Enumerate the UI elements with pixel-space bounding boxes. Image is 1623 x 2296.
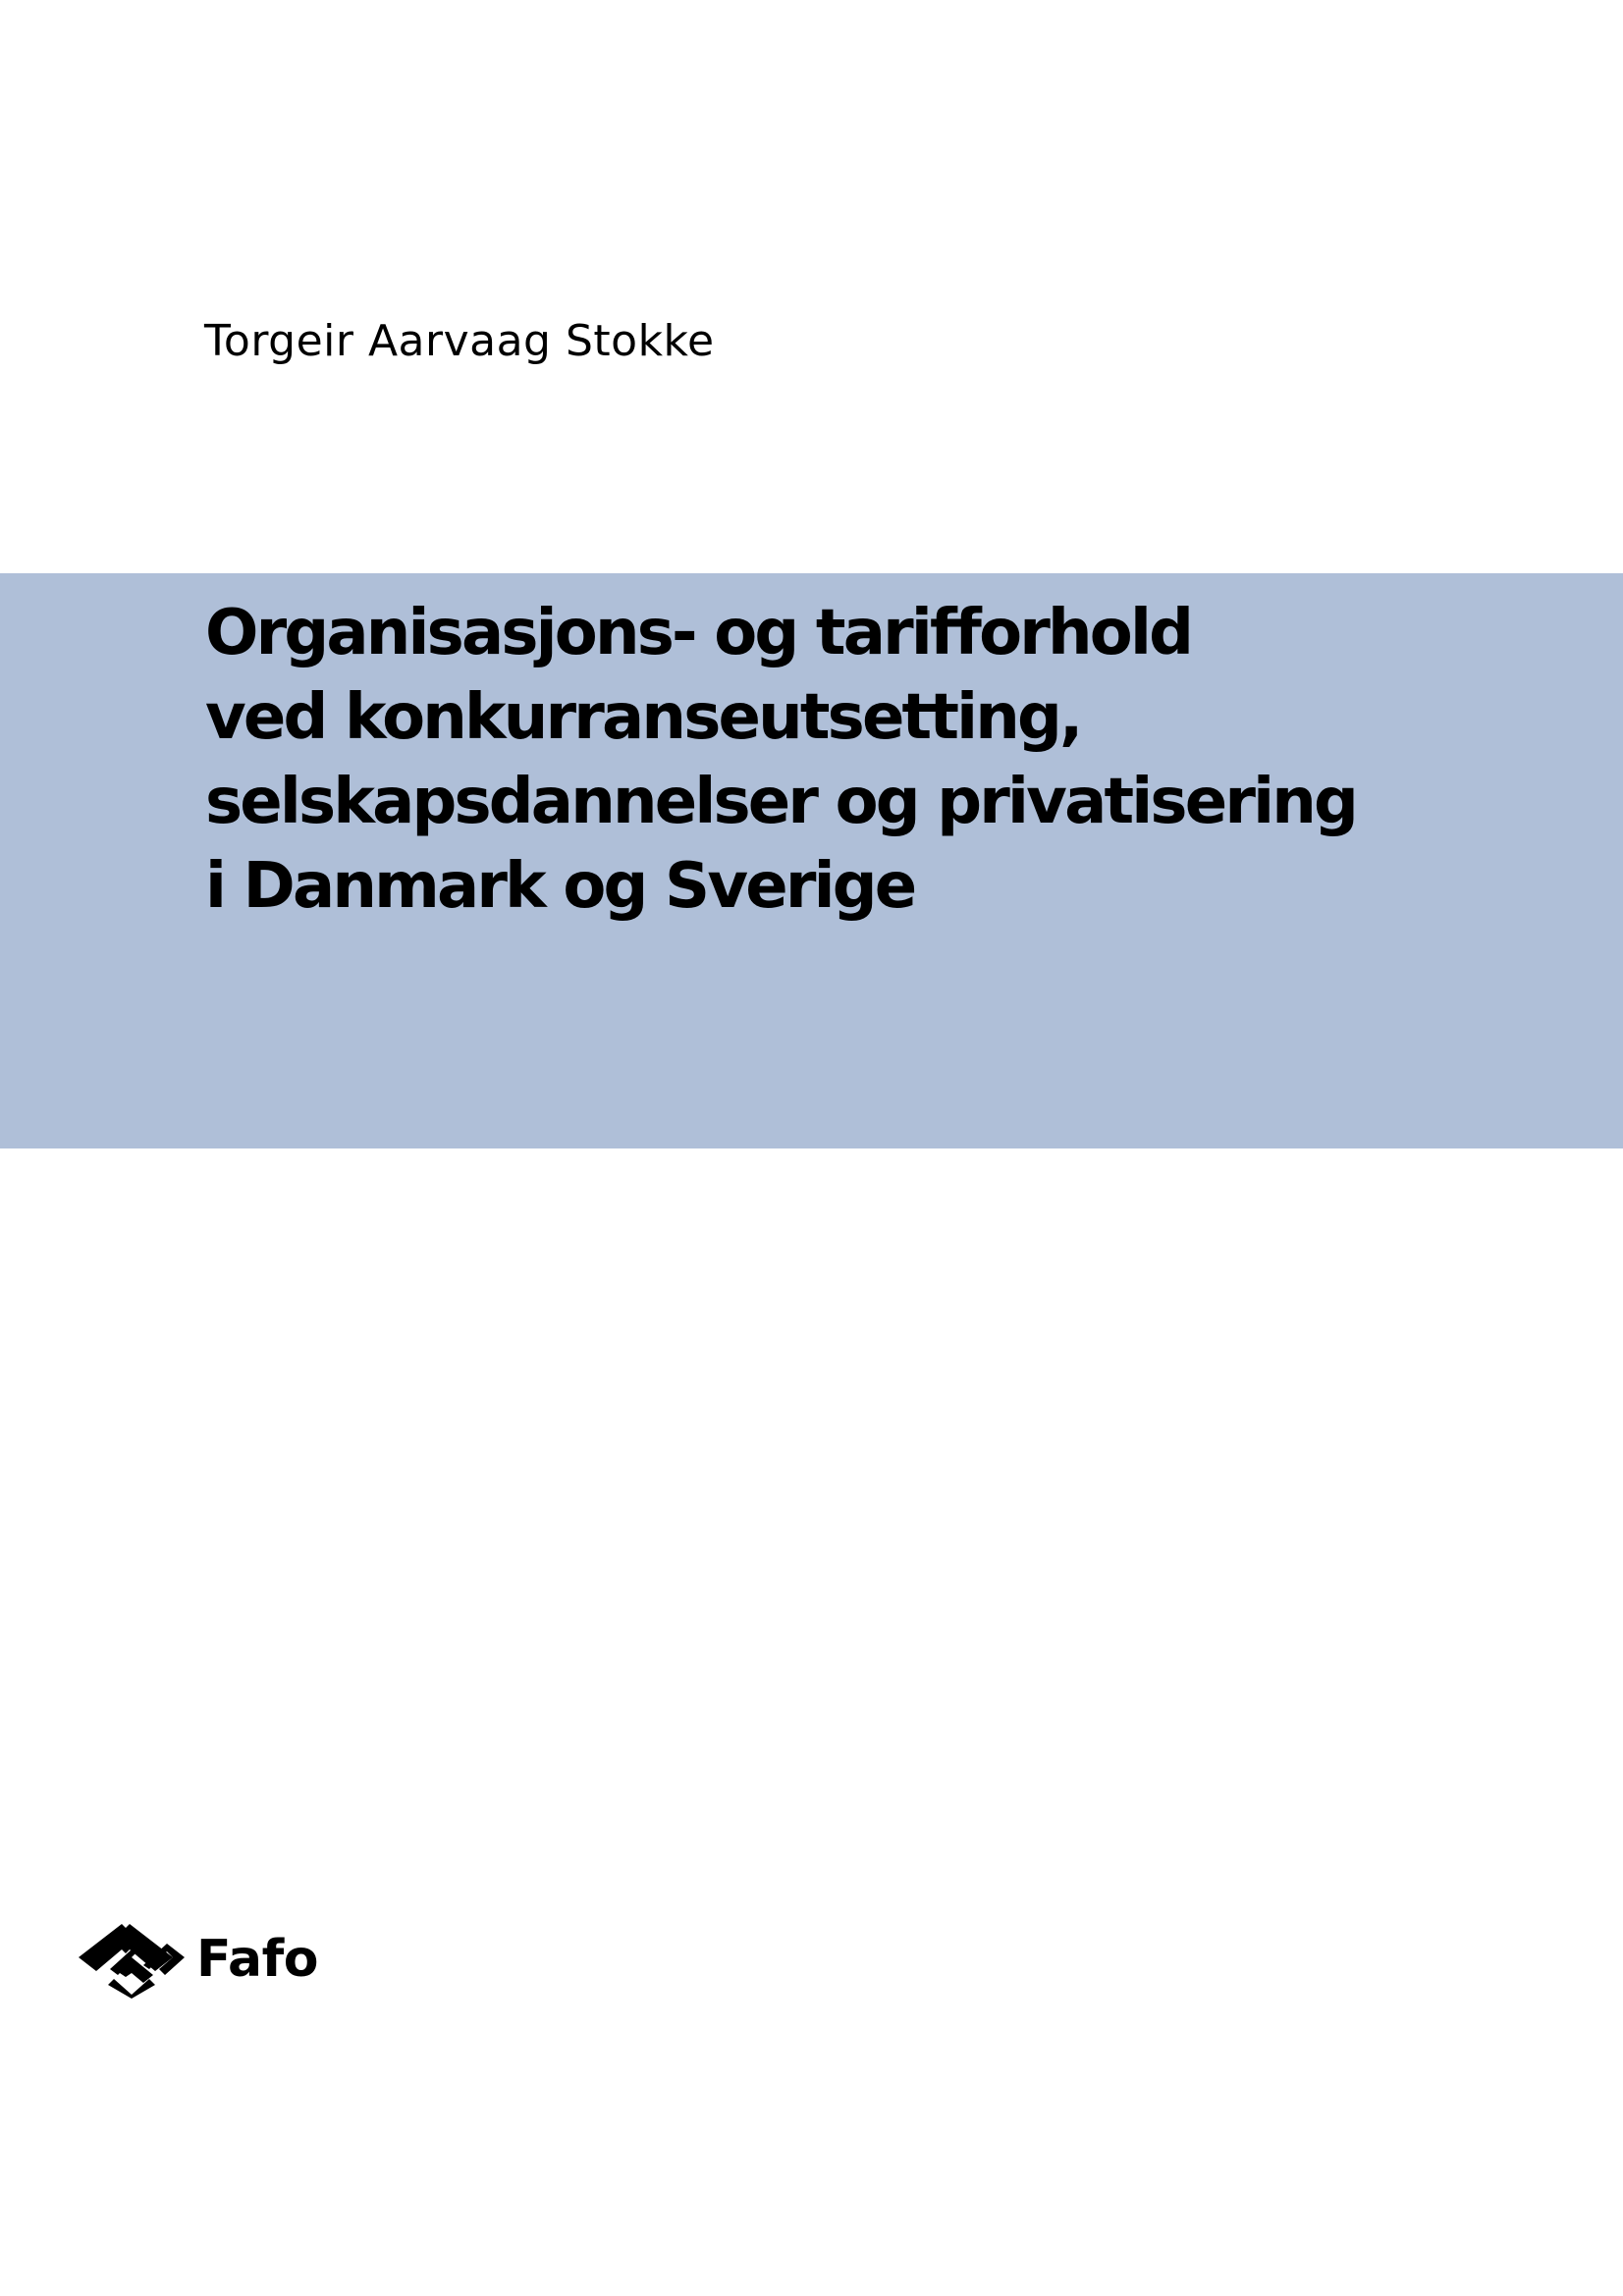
book-title	[205, 591, 1580, 929]
title-line: i Danmark og Sverige	[205, 850, 915, 923]
publisher-logo	[75, 1920, 318, 1999]
author-name: Torgeir Aarvaag Stokke	[204, 316, 715, 366]
publisher-name: Fafo	[196, 1930, 318, 1989]
title-line: selskapsdannelser og privatisering	[205, 766, 1356, 838]
title-line: ved konkurranseutsetting,	[205, 681, 1081, 754]
title-line: Organisasjons- og tarifforhold	[205, 597, 1192, 669]
fafo-logo-icon	[75, 1920, 189, 1999]
